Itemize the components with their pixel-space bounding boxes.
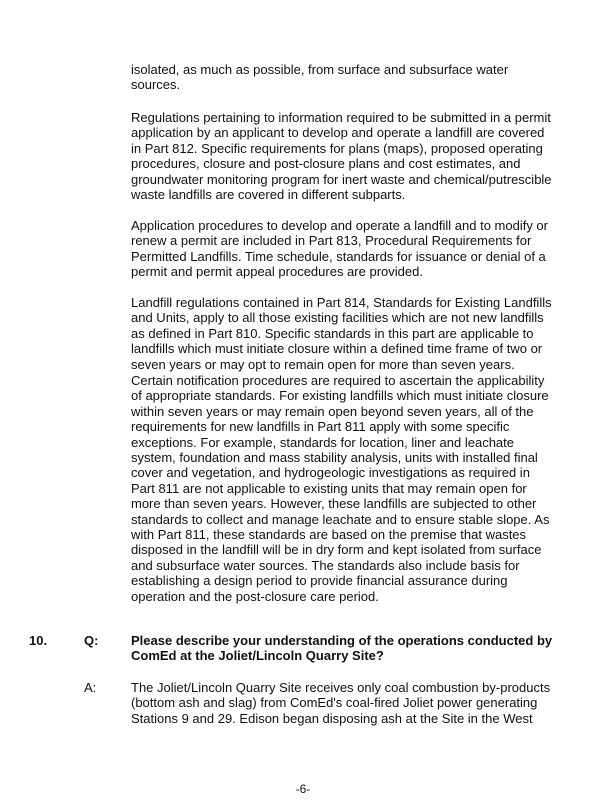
text-line: ComEd at the Joliet/Lincoln Quarry Site? <box>131 648 384 664</box>
text-line: more than seven years. However, these landfills are subjected to other <box>131 496 537 512</box>
text-line: and Units, apply to all those existing facilities which are not new landfills <box>131 310 544 326</box>
text-line: standards to collect and manage leachate and to ensure stable slope. As <box>131 511 550 527</box>
text-line: waste landfills are covered in different subparts. <box>131 187 406 203</box>
text-line: Regulations pertaining to information required to be submitted in a permit <box>131 110 551 125</box>
paragraph-3 <box>131 218 548 280</box>
text-line: disposed in the landfill will be in dry form and kept isolated from surface <box>131 542 542 558</box>
page-number: -6- <box>295 782 311 796</box>
text-line: Stations 9 and 29. Edison began disposing ash at the Site in the West <box>131 710 533 726</box>
text-line: with Part 811, these standards are based on the premise that wastes <box>131 527 527 543</box>
question-number: 10. <box>29 633 48 648</box>
question-label: Q: <box>84 633 99 648</box>
text-line: exceptions. For example, standards for location, liner and leachate <box>131 434 514 450</box>
text-line: The Joliet/Lincoln Quarry Site receives only coal combustion by-products <box>131 680 551 695</box>
paragraph-4 <box>131 295 552 372</box>
text-line: Certain notification procedures are required to ascertain the applicability <box>131 373 545 388</box>
text-line: Permitted Landfills. Time schedule, standards for issuance or denial of a <box>131 248 546 264</box>
text-line: landfills which must initiate closure within a defined time frame of two or <box>131 341 543 357</box>
text-line: Landfill regulations contained in Part 814, Standards for Existing Landfills <box>131 295 552 310</box>
text-line: seven years or may opt to remain open for more than seven years. <box>131 356 515 372</box>
paragraph-2 <box>131 110 552 202</box>
text-line: establishing a design period to provide financial assurance during <box>131 573 508 589</box>
text-line: sources. <box>131 77 181 93</box>
text-line: system, foundation and mass stability analysis, units with installed final <box>131 450 538 466</box>
text-line: isolated, as much as possible, from surface and subsurface water <box>131 62 509 77</box>
text-line: application by an applicant to develop and operate a landfill are covered <box>131 125 545 141</box>
answer-label: A: <box>84 680 97 695</box>
text-line: operation and the post-closure care period. <box>131 588 379 604</box>
text-line: renew a permit are included in Part 813, Procedural Requirements for <box>131 233 532 249</box>
text-line: as defined in Part 810. Specific standards in this part are applicable to <box>131 325 534 341</box>
answer-text <box>131 680 550 726</box>
text-line: procedures, closure and post-closure plans and cost estimates, and <box>131 156 521 172</box>
text-line: groundwater monitoring program for inert waste and chemical/putrescible <box>131 171 552 187</box>
text-line: Application procedures to develop and operate a landfill and to modify or <box>131 218 548 233</box>
text-line: cover and vegetation, and hydrogeologic investigations as required in <box>131 465 530 481</box>
text-line: within seven years or may remain open beyond seven years, all of the <box>131 403 534 419</box>
text-line: Please describe your understanding of the operations conducted by <box>131 633 553 648</box>
text-line: of appropriate standards. For existing landfills which must initiate closure <box>131 388 549 404</box>
text-line: permit and permit appeal procedures are provided. <box>131 264 423 280</box>
paragraph-5 <box>131 373 549 604</box>
text-line: in Part 812. Specific requirements for plans (maps), proposed operating <box>131 140 543 156</box>
question-text <box>131 633 552 664</box>
text-line: Part 811 are not applicable to existing units that may remain open for <box>131 480 527 496</box>
paragraph-1 <box>131 62 508 93</box>
text-line: and subsurface water sources. The standards also include basis for <box>131 557 520 573</box>
text-line: requirements for new landfills in Part 811 apply with some specific <box>131 419 510 435</box>
text-line: (bottom ash and slag) from ComEd's coal-fired Joliet power generating <box>131 695 538 711</box>
